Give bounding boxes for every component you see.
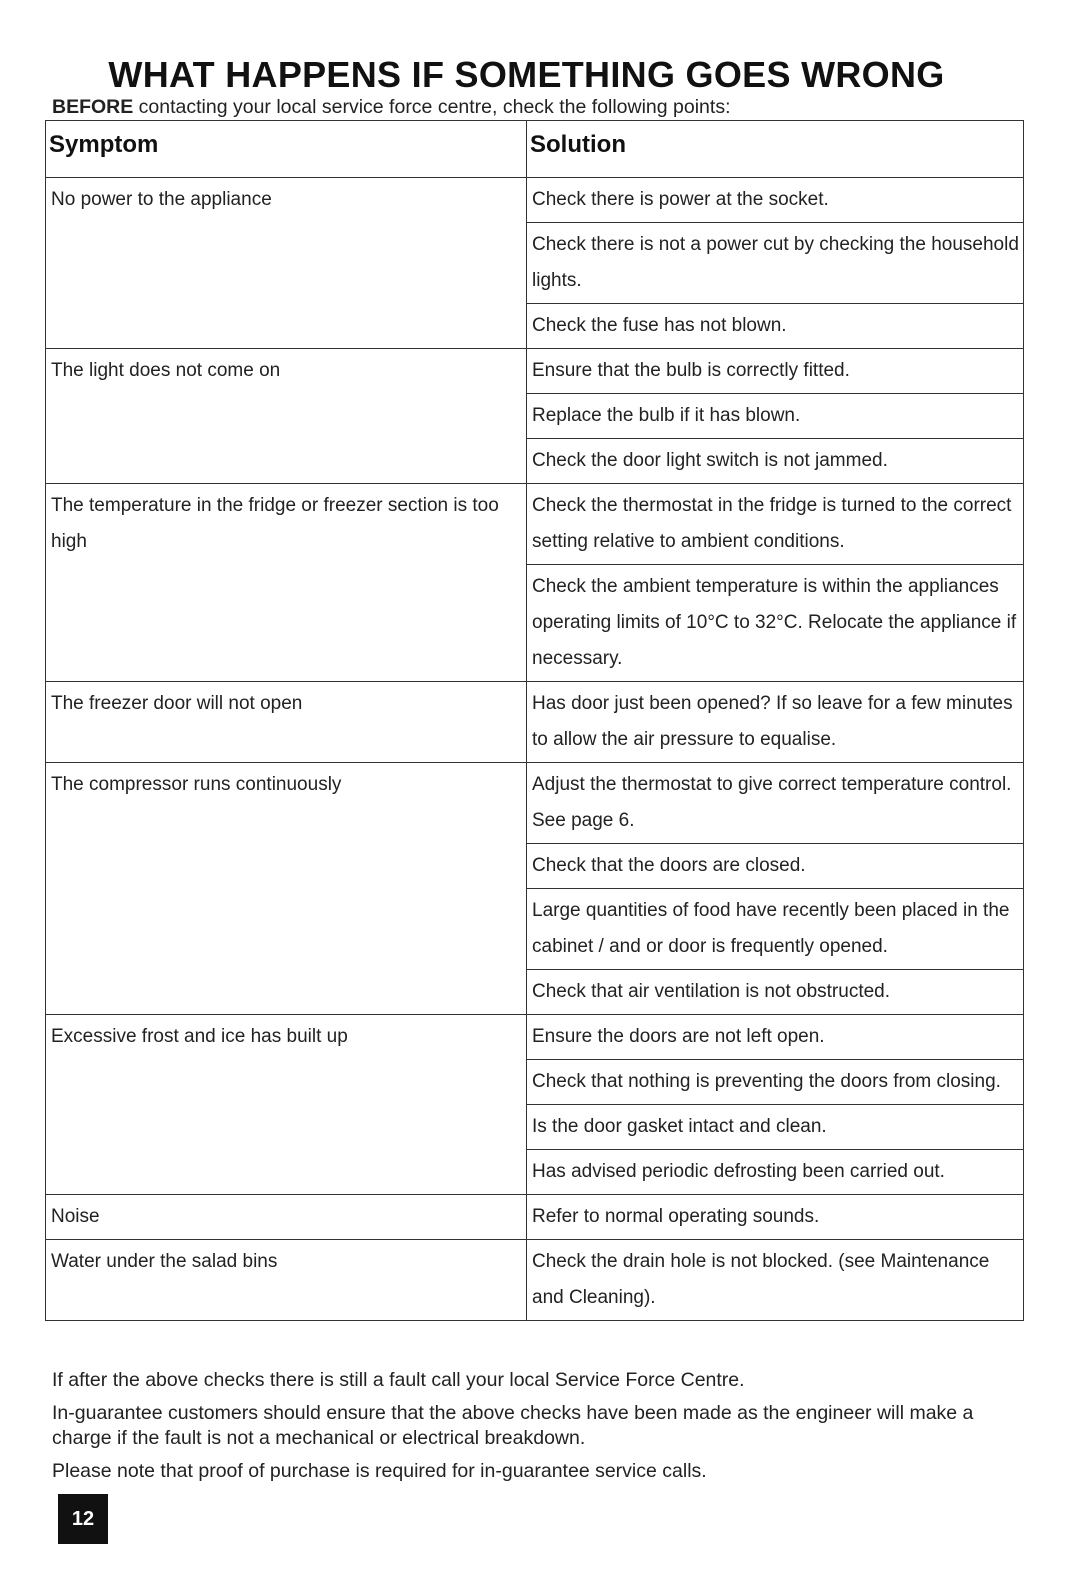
page-number-badge: 12 [58,1494,108,1544]
solution-cell: Check that the doors are closed. [527,844,1024,889]
table-row [46,763,1024,844]
solution-cell: Adjust the thermostat to give correct temperature control. See page 6. [527,763,1024,844]
symptom-cell: The compressor runs continuously [46,763,527,1015]
symptom-cell: The light does not come on [46,349,527,484]
solution-cell: Check that air ventilation is not obstructed. [527,970,1024,1015]
solution-cell: Is the door gasket intact and clean. [527,1105,1024,1150]
solution-column-header: Solution [527,121,1024,178]
solution-cell: Check there is not a power cut by checking the household lights. [527,223,1024,304]
solution-cell: Check that nothing is preventing the doors from closing. [527,1060,1024,1105]
symptom-cell: Water under the salad bins [46,1240,527,1321]
troubleshooting-table [45,120,1024,1321]
solution-cell: Check there is power at the socket. [527,178,1024,223]
symptom-cell: Excessive frost and ice has built up [46,1015,527,1195]
solution-cell: Replace the bulb if it has blown. [527,394,1024,439]
table-row [46,349,1024,394]
solution-cell: Check the fuse has not blown. [527,304,1024,349]
note-proof-of-purchase: Please note that proof of purchase is required for in-guarantee service calls. [52,1460,707,1482]
intro-text [52,96,730,119]
table-row [46,1195,1024,1240]
note-fault-call: If after the above checks there is still a fault call your local Service Force Centre. [52,1369,745,1391]
solution-cell: Refer to normal operating sounds. [527,1195,1024,1240]
note-in-guarantee: In-guarantee customers should ensure that the above checks have been made as the engineer will make a charge if the fault is not a mechanical or electrical breakdown. [52,1402,974,1449]
solution-cell: Check the drain hole is not blocked. (see Maintenance and Cleaning). [527,1240,1024,1321]
solution-cell: Ensure that the bulb is correctly fitted. [527,349,1024,394]
intro-emphasis: BEFORE [52,96,134,118]
solution-cell: Has door just been opened? If so leave for a few minutes to allow the air pressure to equalise. [527,682,1024,763]
table-body [46,178,1024,1321]
solution-cell: Has advised periodic defrosting been carried out. [527,1150,1024,1195]
notes-section [52,1368,1002,1492]
table-row [46,484,1024,565]
symptom-cell: Noise [46,1195,527,1240]
solution-cell: Check the ambient temperature is within the appliances operating limits of 10°C to 32°C. Relocate the appliance if necessary. [527,565,1024,682]
solution-cell: Check the door light switch is not jammed. [527,439,1024,484]
symptom-column-header: Symptom [46,121,527,178]
solution-cell: Large quantities of food have recently been placed in the cabinet / and or door is frequently opened. [527,889,1024,970]
intro-rest: contacting your local service force centre, check the following points: [133,96,731,118]
table-row [46,1015,1024,1060]
symptom-cell: The freezer door will not open [46,682,527,763]
page-title: WHAT HAPPENS IF SOMETHING GOES WRONG [108,54,945,95]
table-row [46,682,1024,763]
table-row [46,178,1024,223]
solution-cell: Ensure the doors are not left open. [527,1015,1024,1060]
symptom-cell: No power to the appliance [46,178,527,349]
table-row [46,1240,1024,1321]
symptom-cell: The temperature in the fridge or freezer section is too high [46,484,527,682]
table-header-row [46,121,1024,178]
solution-cell: Check the thermostat in the fridge is turned to the correct setting relative to ambient conditions. [527,484,1024,565]
